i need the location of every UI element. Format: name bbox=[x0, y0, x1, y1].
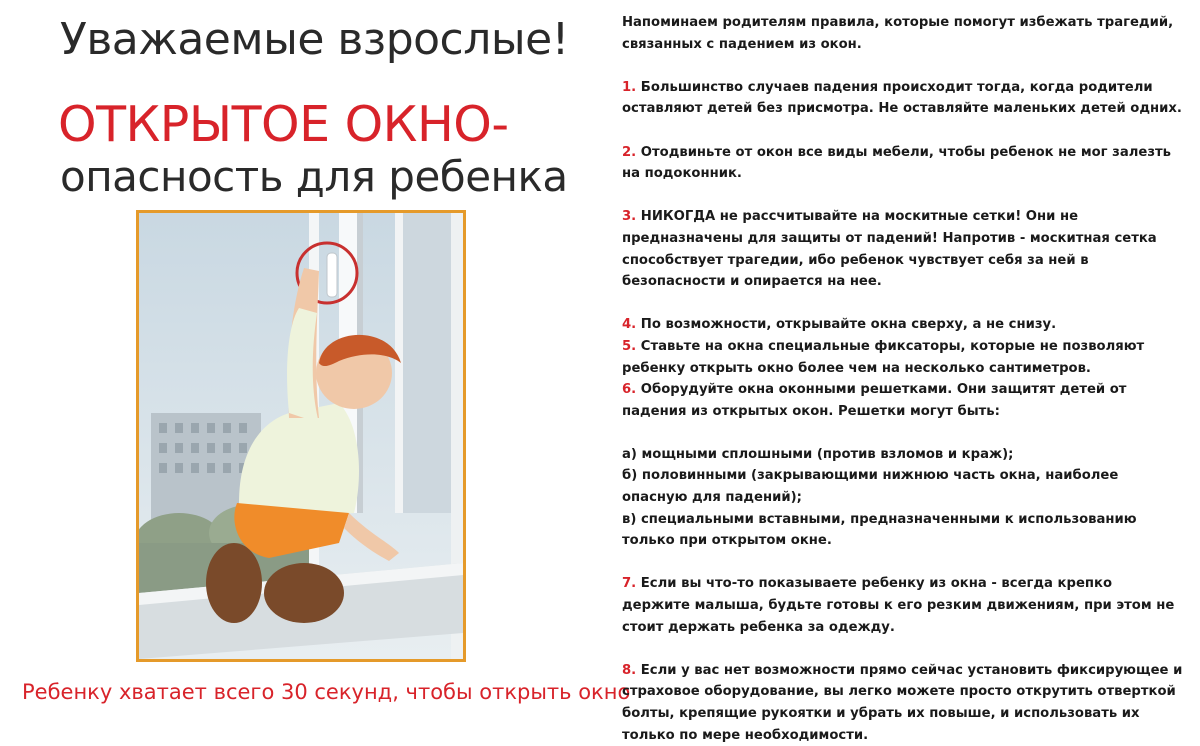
rule-5 bbox=[622, 336, 1184, 379]
rule-6 bbox=[622, 379, 1184, 422]
rule-number: 4. bbox=[622, 317, 637, 333]
rule-text: Если вы что-то показываете ребенку из окна - всегда крепко держите малыша, будьте готовы к его резким движениям, при этом не стоит держать ребенка за одежду. bbox=[622, 576, 1175, 635]
grille-option-b: б) половинными (закрывающими нижнюю часть окна, наиболее опасную для падений); bbox=[622, 468, 1119, 506]
poster-heading: Уважаемые взрослые! bbox=[60, 14, 569, 65]
rule-text: Если у вас нет возможности прямо сейчас установить фиксирующее и страховое оборудование, вы легко можете просто открутить отверткой болты, крепящие рукоятки и убрать их повыше, и использовать их только по мере необходимости. bbox=[622, 662, 1183, 743]
rule-text: НИКОГДА не рассчитывайте на москитные сетки! Они не предназначены для защиты от падений! Напротив - москитная сетка способствует трагедии, ибо ребенок чувствует себя за ней в безопасности и опирается на нее. bbox=[622, 209, 1157, 290]
intro-paragraph: Напоминаем родителям правила, которые помогут избежать трагедий, связанных с падением из окон. bbox=[622, 15, 1174, 52]
poster-caption: Ребенку хватает всего 30 секунд, чтобы открыть окно bbox=[22, 680, 631, 704]
window-scene-graphic bbox=[139, 213, 463, 659]
rule-number: 8. bbox=[622, 662, 637, 678]
rule-number: 1. bbox=[622, 79, 637, 95]
rule-text: Отодвиньте от окон все виды мебели, чтобы ребенок не мог залезть на подоконник. bbox=[622, 144, 1171, 182]
rule-8 bbox=[622, 660, 1184, 746]
rule-text: Большинство случаев падения происходит тогда, когда родители оставляют детей без присмотра. Не оставляйте маленьких детей одних. bbox=[622, 79, 1182, 117]
grille-option-c: в) специальными вставными, предназначенными к использованию только при открытом окне. bbox=[622, 511, 1137, 549]
grille-option-a: а) мощными сплошными (против взломов и краж); bbox=[622, 446, 1014, 462]
rule-text: Ставьте на окна специальные фиксаторы, которые не позволяют ребенку открыть окно более чем на несколько сантиметров. bbox=[622, 338, 1145, 376]
rule-number: 5. bbox=[622, 338, 637, 354]
rule-number: 6. bbox=[622, 382, 637, 398]
poster-headline: ОТКРЫТОЕ ОКНО- bbox=[58, 96, 509, 153]
rule-7 bbox=[622, 573, 1184, 638]
rule-4 bbox=[622, 314, 1184, 336]
rule-3 bbox=[622, 206, 1184, 292]
rule-text: Оборудуйте окна оконными решетками. Они защитят детей от падения из открытых окон. Решетки могут быть: bbox=[622, 382, 1127, 419]
rule-number: 7. bbox=[622, 576, 637, 592]
rule-number: 2. bbox=[622, 144, 637, 160]
rule-text: По возможности, открывайте окна сверху, а не снизу. bbox=[640, 317, 1057, 333]
safety-rules-text bbox=[622, 12, 1184, 746]
rule-2 bbox=[622, 142, 1184, 185]
poster-subheadline: опасность для ребенка bbox=[60, 152, 568, 201]
child-at-window-illustration bbox=[136, 210, 466, 662]
rule-1 bbox=[622, 77, 1184, 120]
rule-number: 3. bbox=[622, 209, 637, 225]
